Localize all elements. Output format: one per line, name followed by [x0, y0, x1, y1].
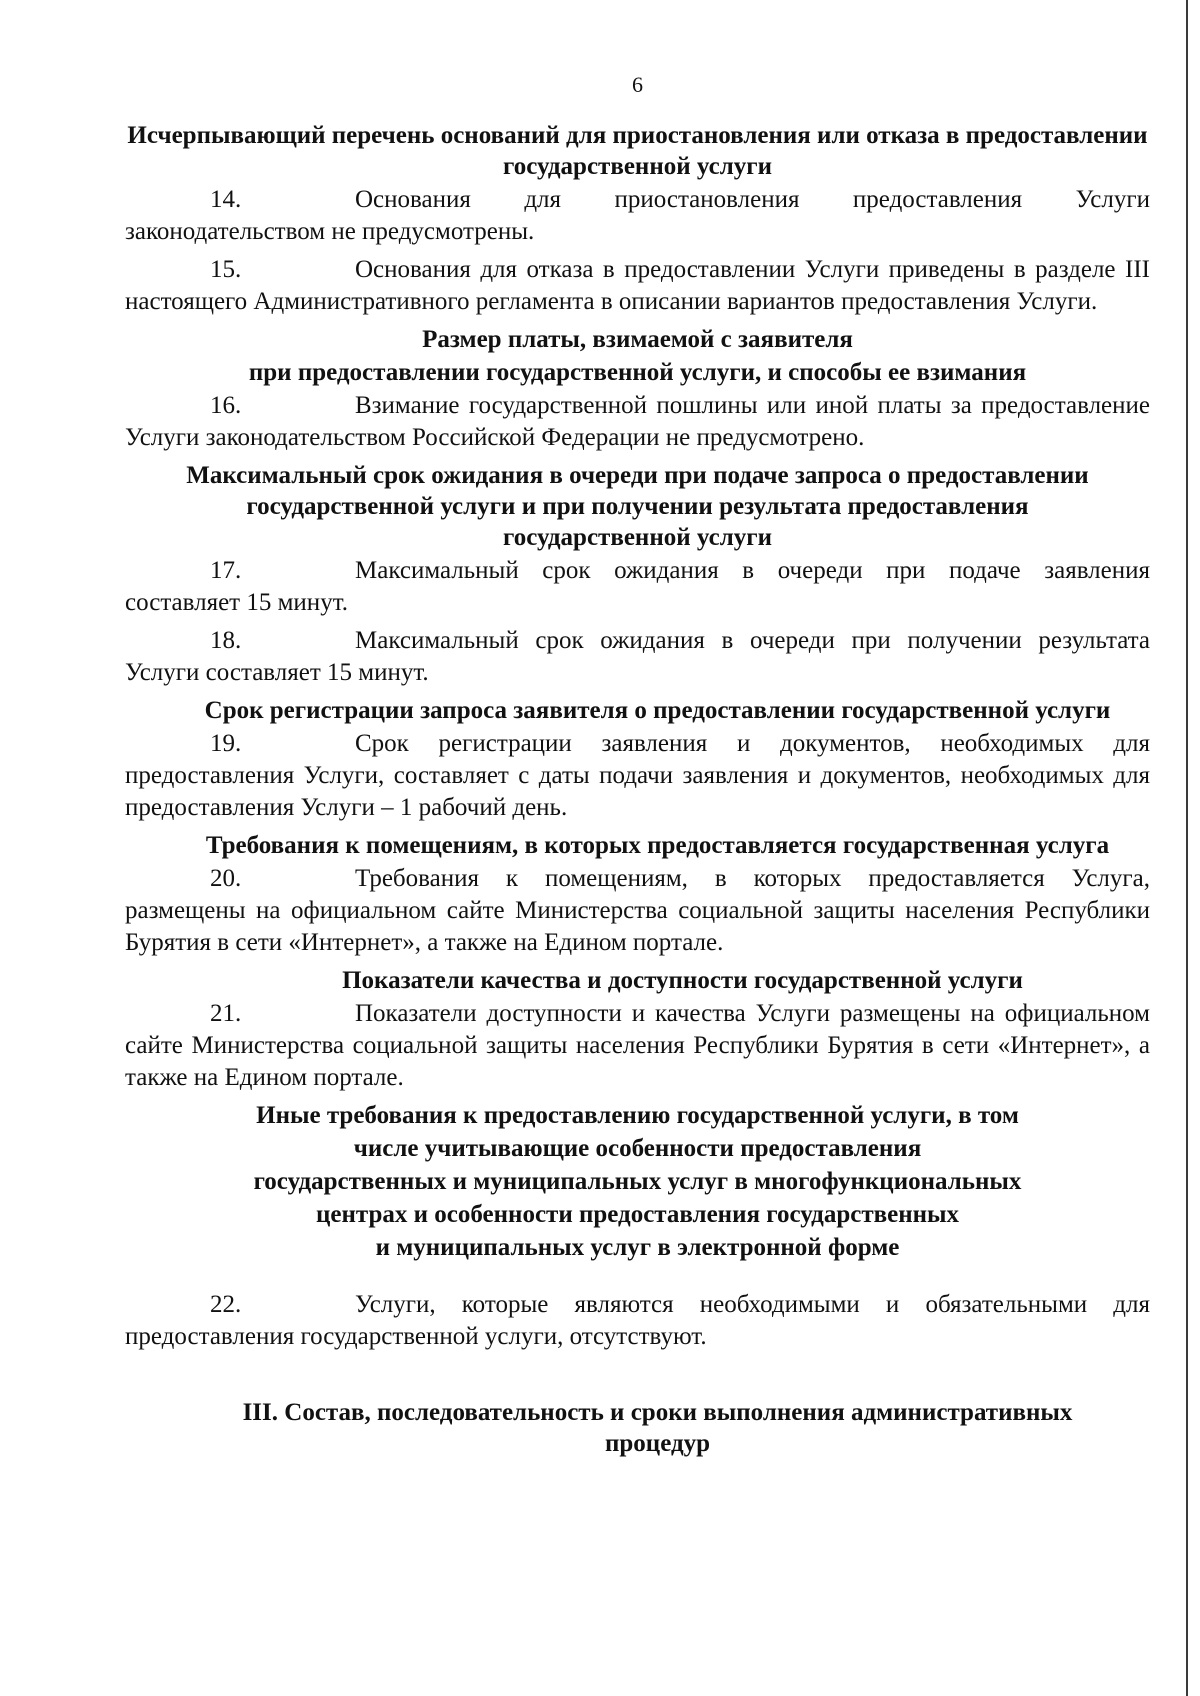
- section-heading-premises: Требования к помещениям, в которых предоставляется государственная услуга: [205, 832, 1110, 859]
- paragraph-15: 15. Основания для отказа в предоставлении Услуги приведены в разделе III настоящего Административного регламента в описании вариантов предоставления Услуги.: [125, 256, 1150, 315]
- paragraph-text: Показатели доступности и качества Услуги размещены на официальном сайте Министерства социальной защиты населения Республики Бурятия в сети «Интернет», а также на Едином портале.: [125, 1000, 1150, 1091]
- section-heading-fee-line-1: Размер платы, взимаемой с заявителя: [422, 326, 853, 353]
- paragraph-22: 22. Услуги, которые являются необходимыми и обязательными для предоставления государственной услуги, отсутствуют.: [125, 1291, 1150, 1350]
- paragraph-16: 16. Взимание государственной пошлины или иной платы за предоставление Услуги законодательством Российской Федерации не предусмотрено.: [125, 392, 1150, 451]
- paragraph-18: 18. Максимальный срок ожидания в очереди при получении результата Услуги составляет 15 минут.: [125, 627, 1150, 686]
- paragraph-17: 17. Максимальный срок ожидания в очереди при подаче заявления составляет 15 минут.: [125, 557, 1150, 616]
- chapter-heading: III. Состав, последовательность и сроки выполнения административных процедур: [242, 1399, 1073, 1457]
- section-heading-quality: Показатели качества и доступности государственной услуги: [342, 967, 1023, 994]
- paragraph-text: Взимание государственной пошлины или иной платы за предоставление Услуги законодательством Российской Федерации не предусмотрено.: [125, 392, 1150, 451]
- section-heading-grounds: Исчерпывающий перечень оснований для приостановления или отказа в предоставлении государственной услуги: [127, 122, 1148, 180]
- paragraph-text: Основания для отказа в предоставлении Услуги приведены в разделе III настоящего Административного регламента в описании вариантов предоставления Услуги.: [125, 256, 1150, 315]
- paragraph-text: Основания для приостановления предоставления Услуги законодательством не предусмотрены.: [125, 186, 1150, 245]
- paragraph-14: 14. Основания для приостановления предоставления Услуги законодательством не предусмотрены.: [125, 186, 1150, 245]
- document-page: [125, 60, 1150, 1461]
- paragraph-text: Максимальный срок ожидания в очереди при подаче заявления составляет 15 минут.: [125, 557, 1150, 616]
- paragraph-21: 21. Показатели доступности и качества Услуги размещены на официальном сайте Министерства социальной защиты населения Республики Бурятия в сети «Интернет», а также на Едином портале.: [125, 1000, 1150, 1091]
- paragraph-19: 19. Срок регистрации заявления и документов, необходимых для предоставления Услуги, составляет с даты подачи заявления и документов, необходимых для предоставления Услуги – 1 рабочий день.: [125, 730, 1150, 821]
- section-heading-registration: Срок регистрации запроса заявителя о предоставлении государственной услуги: [204, 697, 1111, 724]
- page-number: 6: [632, 72, 643, 97]
- paragraph-20: 20. Требования к помещениям, в которых предоставляется Услуга, размещены на официальном сайте Министерства социальной защиты населения Республики Бурятия в сети «Интернет», а также на Едином портале.: [125, 865, 1150, 956]
- page-edge-line: [1186, 0, 1188, 1696]
- section-heading-other-line-5: и муниципальных услуг в электронной форме: [375, 1234, 900, 1261]
- section-heading-other-line-3: государственных и муниципальных услуг в многофункциональных: [253, 1168, 1022, 1195]
- section-heading-other-line-4: центрах и особенности предоставления государственных: [315, 1201, 960, 1228]
- section-heading-fee-line-2: при предоставлении государственной услуги, и способы ее взимания: [248, 359, 1027, 386]
- paragraph-text: Срок регистрации заявления и документов, необходимых для предоставления Услуги, составляет с даты подачи заявления и документов, необходимых для предоставления Услуги – 1 рабочий день.: [125, 730, 1150, 821]
- paragraph-text: Максимальный срок ожидания в очереди при получении результата Услуги составляет 15 минут.: [125, 627, 1150, 686]
- section-heading-other-line-1: Иные требования к предоставлению государственной услуги, в том: [256, 1102, 1019, 1129]
- paragraph-text: Требования к помещениям, в которых предоставляется Услуга, размещены на официальном сайте Министерства социальной защиты населения Республики Бурятия в сети «Интернет», а также на Едином портале.: [125, 865, 1150, 956]
- section-heading-other-line-2: числе учитывающие особенности предоставления: [353, 1135, 922, 1162]
- paragraph-text: Услуги, которые являются необходимыми и обязательными для предоставления государственной услуги, отсутствуют.: [125, 1291, 1150, 1350]
- section-heading-queue: Максимальный срок ожидания в очереди при подаче запроса о предоставлении государственной услуги и при получении результата предоставления государственной услуги: [186, 462, 1089, 551]
